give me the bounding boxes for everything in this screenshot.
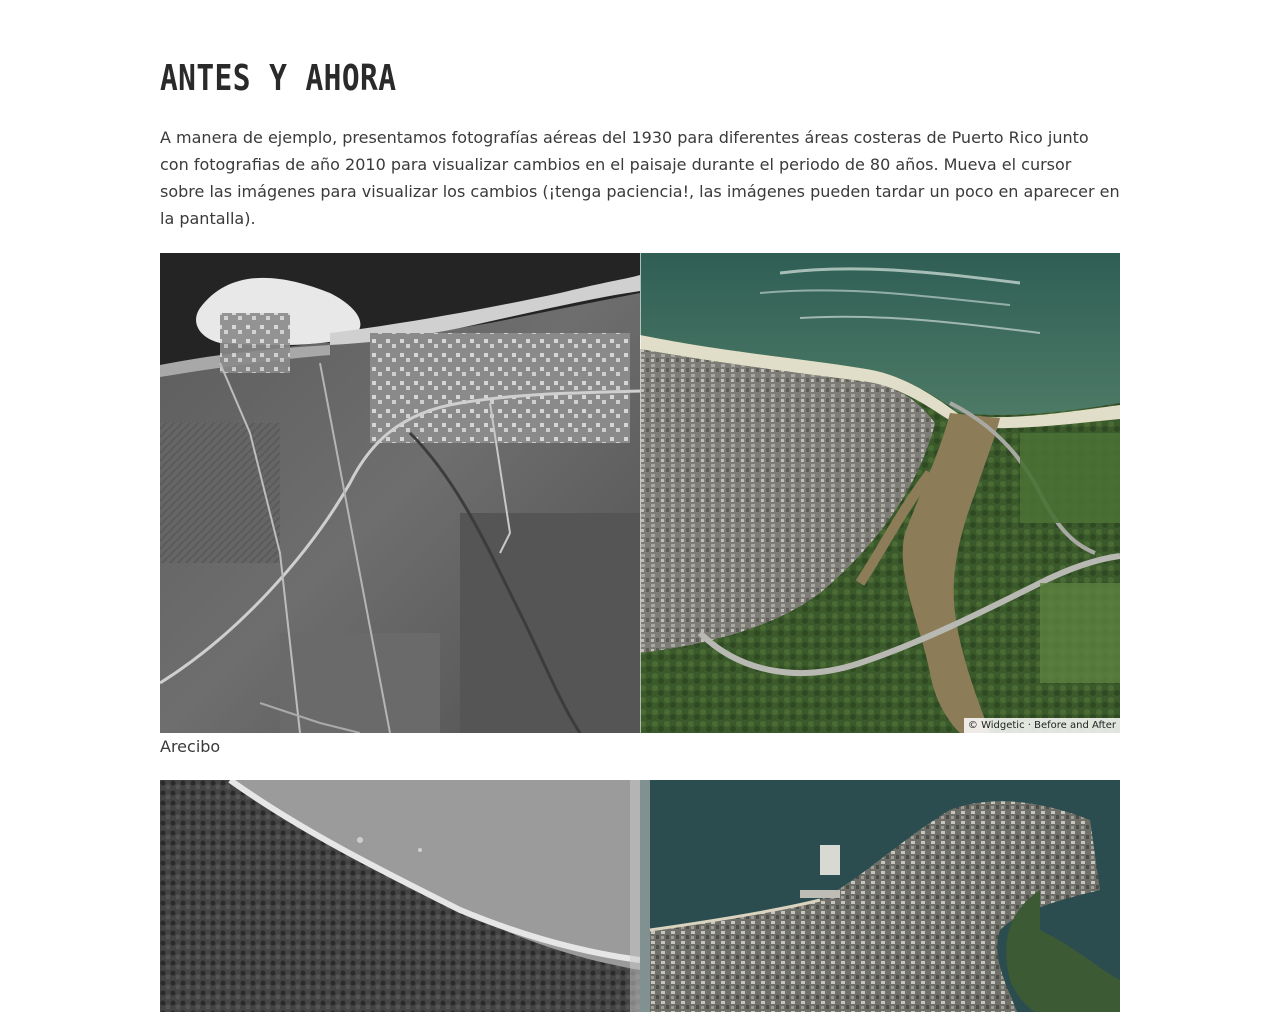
after-image-2010-2: [640, 780, 1120, 1012]
intro-paragraph: A manera de ejemplo, presentamos fotografías aéreas del 1930 para diferentes áreas costeras de Puerto Rico junto con fotografias de año 2010 para visualizar cambios en el paisaje durante el periodo de 80 años. Mueva el cursor sobre las imágenes para visualizar los cambios (¡tenga paciencia!, las imágenes pueden tardar un poco en aparecer en la pantalla).: [160, 128, 1120, 228]
before-after-slider-arecibo[interactable]: [160, 253, 1120, 733]
comparison-divider[interactable]: [640, 253, 641, 733]
comparison-divider-2[interactable]: [630, 780, 650, 1012]
widget-credit[interactable]: © Widgetic · Before and After: [964, 718, 1120, 733]
before-image-1930: [160, 253, 640, 733]
after-image-2010: [640, 253, 1120, 733]
before-image-1930-2: [160, 780, 640, 1012]
before-after-slider-2[interactable]: [160, 780, 1120, 1012]
image-caption-arecibo: Arecibo: [160, 737, 221, 756]
page-title: ANTES Y AHORA: [160, 58, 397, 99]
